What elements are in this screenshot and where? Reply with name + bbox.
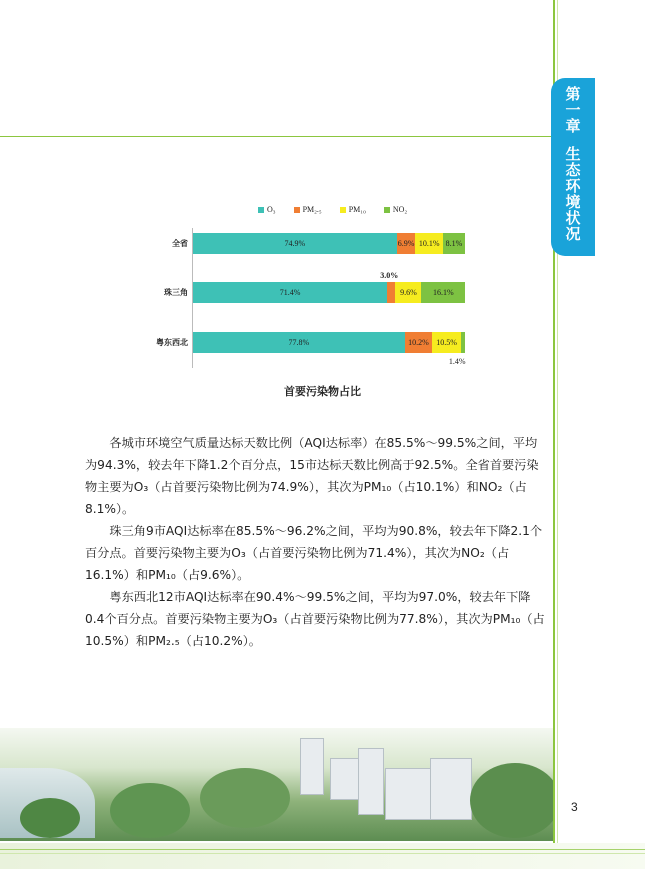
- photo-building: [430, 758, 472, 820]
- photo-tree: [470, 763, 553, 838]
- bar-segment: 8.1%: [443, 233, 465, 254]
- legend-swatch: [340, 207, 346, 213]
- bar-segment: 71.4%: [193, 282, 387, 303]
- footer-band: [0, 843, 645, 869]
- stacked-bar: [193, 282, 465, 303]
- legend-label: PM₁₀: [348, 205, 366, 214]
- bar-segment: 10.1%: [415, 233, 442, 254]
- bar-segment: 10.5%: [432, 332, 461, 353]
- body-text: [85, 432, 547, 652]
- header-rule: [0, 136, 553, 137]
- legend-item: [294, 205, 322, 214]
- legend-item: [384, 205, 407, 214]
- legend-item: [258, 205, 276, 214]
- chart-legend: [258, 205, 407, 214]
- bar-segment: 6.9%: [397, 233, 416, 254]
- pollutant-share-chart: [140, 200, 500, 380]
- stacked-bar: [193, 332, 465, 353]
- legend-item: [340, 205, 366, 214]
- page-number: 3: [571, 800, 578, 814]
- photo-tree: [20, 798, 80, 838]
- photo-building: [385, 768, 432, 820]
- category-label: 全省: [172, 239, 188, 248]
- chart-caption: 首要污染物占比: [284, 385, 361, 398]
- paragraph: 珠三角9市AQI达标率在85.5%～96.2%之间，平均为90.8%，较去年下降2.1个百分点。首要污染物主要为O₃（占首要污染物比例为71.4%），其次为NO₂（占16.1%）和PM₁₀（占9.6%）。: [85, 524, 543, 582]
- footer-rule-light: [0, 853, 645, 854]
- stacked-bar: [193, 233, 465, 254]
- data-label: 1.4%: [448, 357, 466, 366]
- bar-segment: 77.8%: [193, 332, 405, 353]
- paragraph: 粤东西北12市AQI达标率在90.4%～99.5%之间，平均为97.0%，较去年下降0.4个百分点。首要污染物主要为O₃（占首要污染物比例为77.8%），其次为PM₁₀（占10.5%）和PM₂.₅（占10.2%）。: [85, 590, 545, 648]
- footer-rule: [0, 849, 645, 850]
- bar-segment: 10.2%: [405, 332, 433, 353]
- legend-swatch: [258, 207, 264, 213]
- legend-swatch: [384, 207, 390, 213]
- legend-label: NO₂: [392, 205, 408, 214]
- chapter-number: 第一章: [563, 86, 582, 134]
- category-label: 粤东西北: [156, 338, 188, 347]
- photo-tree: [110, 783, 190, 838]
- legend-label: O₃: [267, 205, 276, 214]
- photo-tree: [200, 768, 290, 828]
- bar-segment: 74.9%: [193, 233, 397, 254]
- photo-building: [358, 748, 384, 815]
- chapter-tab[interactable]: [551, 78, 595, 256]
- bar-segment: 16.1%: [421, 282, 465, 303]
- chapter-title: 生态环境状况: [563, 146, 582, 242]
- campus-photo: [0, 728, 553, 841]
- data-label: 3.0%: [380, 271, 399, 280]
- bar-segment: [387, 282, 395, 303]
- photo-building: [300, 738, 324, 795]
- category-label: 珠三角: [164, 288, 188, 297]
- bar-segment: [461, 332, 465, 353]
- paragraph: 各城市环境空气质量达标天数比例（AQI达标率）在85.5%～99.5%之间，平均为94.3%，较去年下降1.2个百分点，15市达标天数比例高于92.5%。全省首要污染物主要为O₃（占首要污染物比例为74.9%），其次为PM₁₀（占10.1%）和NO₂（占8.1%）。: [85, 436, 539, 516]
- legend-label: PM₂.₅: [302, 205, 322, 214]
- legend-swatch: [294, 207, 300, 213]
- bar-segment: 9.6%: [395, 282, 421, 303]
